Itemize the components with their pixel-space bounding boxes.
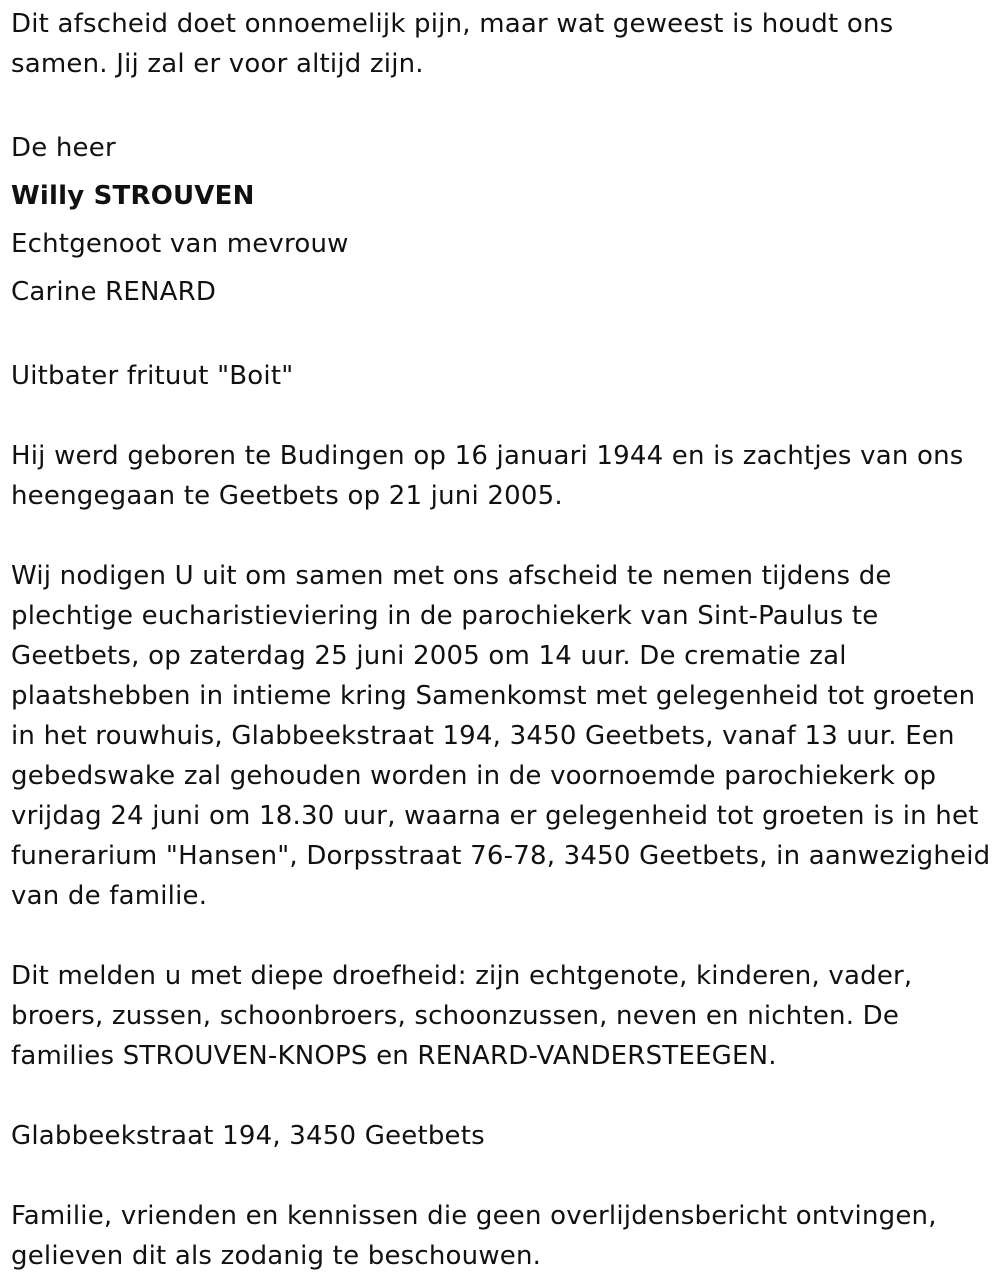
spouse-name: Carine RENARD (11, 277, 217, 307)
spacer (11, 516, 1000, 556)
spacer (11, 396, 1000, 436)
occupation: Uitbater frituut "Boit" (11, 361, 294, 391)
spacer (11, 916, 1000, 956)
deceased-name: Willy STROUVEN (11, 181, 255, 211)
family-notice-paragraph: Dit melden u met diepe droefheid: zijn echtgenote, kinderen, vader, broers, zussen, schoonbroers, schoonzussen, neven en nichten. De families STROUVEN-KNOPS en RENARD-VANDERSTEEGEN. (11, 961, 913, 1071)
spouse-label: Echtgenoot van mevrouw (11, 229, 349, 259)
salutation: De heer (11, 133, 116, 163)
address: Glabbeekstraat 194, 3450 Geetbets (11, 1121, 485, 1151)
birth-death-paragraph: Hij werd geboren te Budingen op 16 januari 1944 en is zachtjes van ons heengegaan te Geetbets op 21 juni 2005. (11, 441, 964, 511)
spacer (11, 1076, 1000, 1116)
spacer (11, 1156, 1000, 1196)
spacer (11, 84, 1000, 124)
spacer (11, 316, 1000, 356)
closing-paragraph: Familie, vrienden en kennissen die geen overlijdensbericht ontvingen, gelieven dit als zodanig te beschouwen. (11, 1201, 937, 1271)
service-info-paragraph: Wij nodigen U uit om samen met ons afscheid te nemen tijdens de plechtige eucharistieviering in de parochiekerk van Sint-Paulus te Geetbets, op zaterdag 25 juni 2005 om 14 uur. De crematie zal plaatshebben in intieme kring Samenkomst met gelegenheid tot groeten in het rouwhuis, Glabbeekstraat 194, 3450 Geetbets, vanaf 13 uur. Een gebedswake zal gehouden worden in de voornoemde parochiekerk op vrijdag 24 juni om 18.30 uur, waarna er gelegenheid tot groeten is in het funerarium "Hansen", Dorpsstraat 76-78, 3450 Geetbets, in aanwezigheid van de familie. (11, 561, 991, 911)
intro-paragraph: Dit afscheid doet onnoemelijk pijn, maar wat geweest is houdt ons samen. Jij zal er voor altijd zijn. (11, 9, 894, 79)
